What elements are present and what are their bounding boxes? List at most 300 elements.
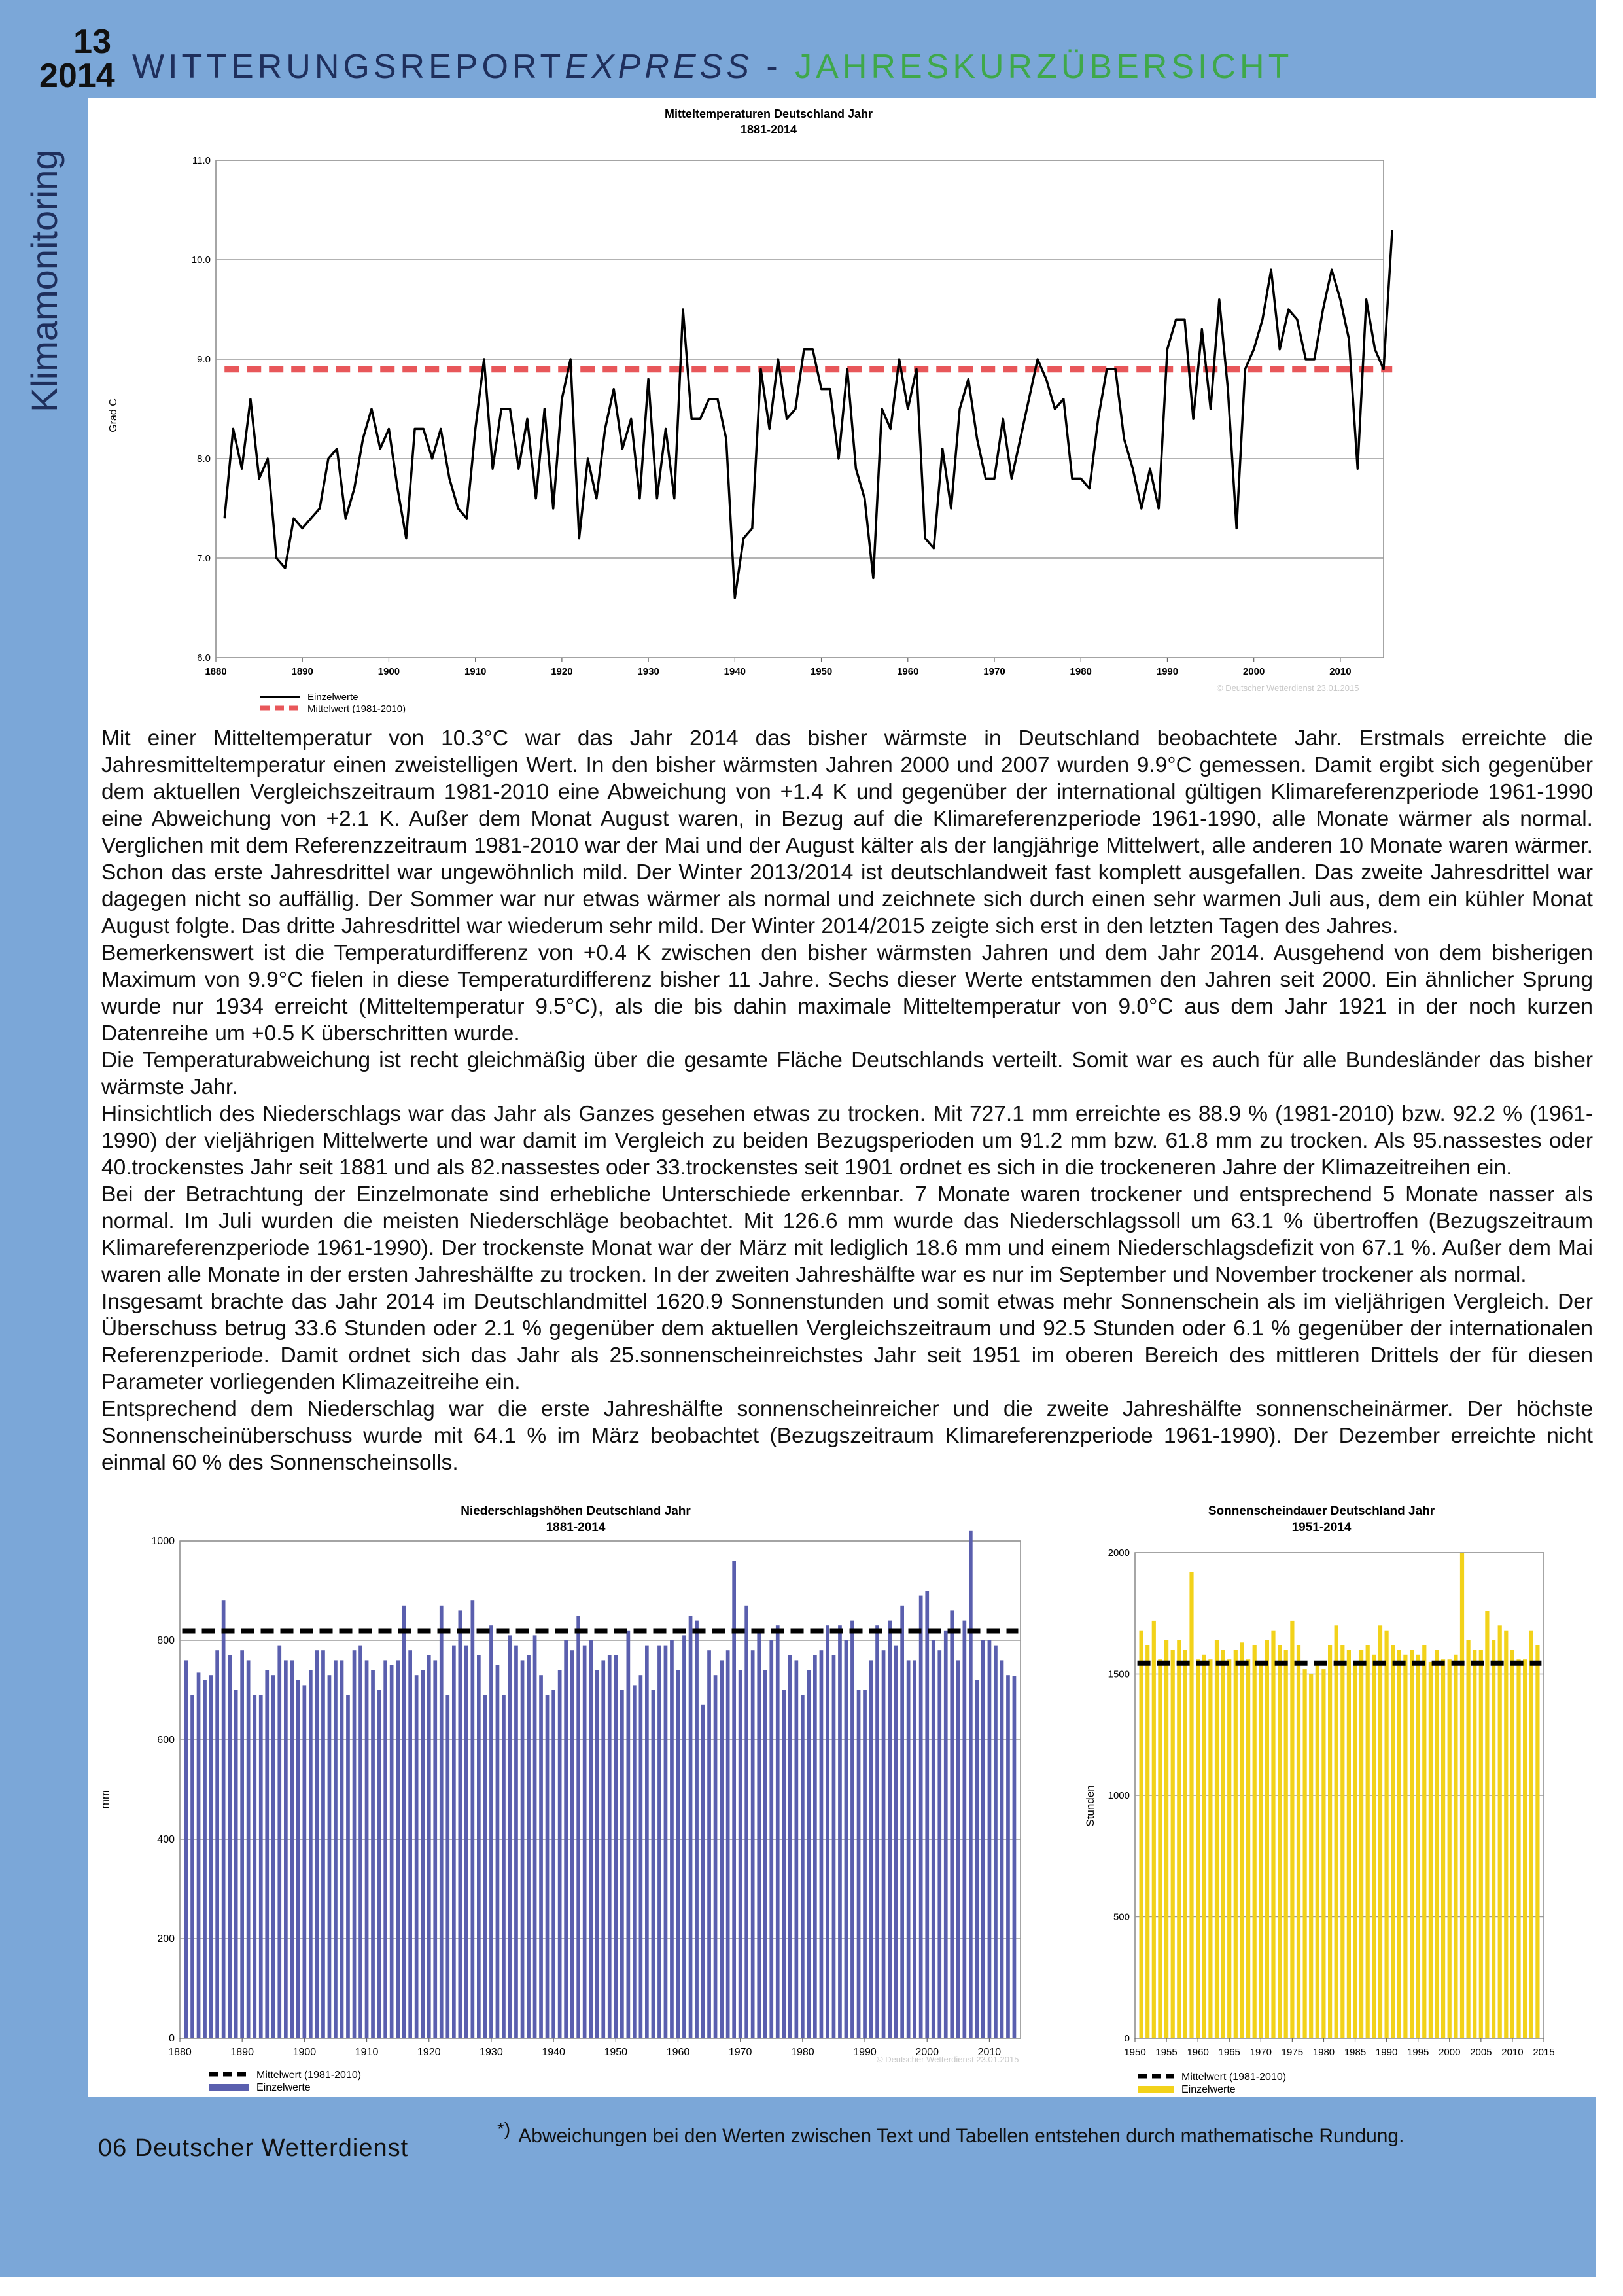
sun-bar bbox=[1253, 1645, 1257, 2038]
footer-publisher: 06 Deutscher Wetterdienst bbox=[98, 2134, 409, 2162]
sun-bar bbox=[1316, 1662, 1319, 2038]
sun-bar bbox=[1448, 1659, 1452, 2038]
precip-bar bbox=[919, 1596, 923, 2038]
sun-bar bbox=[1240, 1642, 1244, 2038]
precip-xtick-label: 1910 bbox=[355, 2047, 379, 2058]
precip-ytick-label: 600 bbox=[157, 1735, 175, 1746]
sun-bar bbox=[1473, 1650, 1476, 2038]
sun-bar bbox=[1460, 1553, 1464, 2038]
precip-ytick-label: 200 bbox=[157, 1934, 175, 1945]
title-separator: - bbox=[752, 48, 795, 86]
temp-chart-title-2: 1881-2014 bbox=[740, 123, 797, 136]
temp-watermark: © Deutscher Wetterdienst 23.01.2015 bbox=[1217, 683, 1359, 693]
precip-bar bbox=[396, 1660, 400, 2038]
precip-bar bbox=[769, 1640, 773, 2038]
sun-bar bbox=[1246, 1659, 1250, 2038]
sun-bar bbox=[1335, 1625, 1338, 2038]
temp-xtick-label: 1960 bbox=[897, 666, 919, 677]
sun-bar bbox=[1227, 1659, 1231, 2038]
sun-xtick-label: 1960 bbox=[1187, 2047, 1209, 2058]
precip-bar bbox=[720, 1660, 724, 2038]
precip-bar bbox=[788, 1655, 792, 2038]
sun-bar bbox=[1177, 1640, 1181, 2038]
sun-bar bbox=[1435, 1650, 1439, 2038]
precip-bar bbox=[315, 1650, 319, 2038]
sun-bar bbox=[1378, 1625, 1382, 2038]
temp-xtick-label: 1880 bbox=[205, 666, 227, 677]
precip-bar bbox=[850, 1621, 854, 2038]
precip-bar bbox=[652, 1690, 655, 2038]
temp-chart-title-1: Mitteltemperaturen Deutschland Jahr bbox=[664, 107, 873, 120]
sun-bar bbox=[1234, 1650, 1238, 2038]
sun-bar bbox=[1353, 1662, 1357, 2038]
sun-bar bbox=[1321, 1669, 1325, 2038]
precip-bar bbox=[1006, 1675, 1010, 2038]
precip-bar bbox=[402, 1606, 406, 2038]
precip-bar bbox=[445, 1695, 449, 2038]
sun-bar bbox=[1523, 1659, 1527, 2038]
precip-bar bbox=[882, 1650, 886, 2038]
precip-bar bbox=[633, 1685, 637, 2038]
sun-bar bbox=[1385, 1631, 1389, 2038]
sun-bar bbox=[1328, 1645, 1332, 2038]
title-express: EXPRESS bbox=[565, 48, 753, 86]
precip-xtick-label: 1940 bbox=[542, 2047, 565, 2058]
precip-bar bbox=[695, 1621, 699, 2038]
precip-bar bbox=[190, 1695, 194, 2038]
precip-bar bbox=[714, 1675, 718, 2038]
temp-ytick-label: 7.0 bbox=[197, 553, 211, 564]
precip-bar bbox=[950, 1610, 954, 2038]
sun-chart-title-2: 1951-2014 bbox=[1291, 1521, 1352, 1534]
precip-bar bbox=[751, 1650, 755, 2038]
precip-bar bbox=[1000, 1660, 1004, 2038]
sun-ytick-label: 2000 bbox=[1108, 1547, 1130, 1559]
sun-xtick-label: 1980 bbox=[1312, 2047, 1335, 2058]
sun-bar bbox=[1145, 1645, 1149, 2038]
precip-bar bbox=[988, 1640, 992, 2038]
precip-bar bbox=[583, 1646, 587, 2038]
precip-bar bbox=[645, 1646, 649, 2038]
precip-bar bbox=[564, 1640, 568, 2038]
paragraph-sunshine-months: Entsprechend dem Niederschlag war die erste Jahreshälfte sonnenscheinreicher und die zweite Jahreshälfte sonnenscheinärmer. Der höchste Sonnenscheinüberschuss wurde mit 64.1 % im März beobachtet (Bezugszeitraum Klimareferenzperiode 1961-1990). Der Dezember erreichte nicht einmal 60 % des Sonnenscheinsolls. bbox=[101, 1397, 1593, 1475]
sun-bar bbox=[1422, 1645, 1426, 2038]
sun-bar bbox=[1403, 1655, 1407, 2038]
sun-xtick-label: 2000 bbox=[1439, 2047, 1461, 2058]
precip-bar bbox=[620, 1690, 624, 2038]
precip-watermark: © Deutscher Wetterdienst 23.01.2015 bbox=[877, 2055, 1019, 2064]
precip-bar bbox=[340, 1660, 344, 2038]
precip-bar bbox=[807, 1670, 811, 2038]
temperature-chart bbox=[92, 105, 1413, 713]
sun-bar bbox=[1183, 1650, 1187, 2038]
sun-ytick-label: 500 bbox=[1113, 1911, 1130, 1923]
precip-bar bbox=[782, 1690, 786, 2038]
precip-bar bbox=[377, 1690, 381, 2038]
sun-legend bbox=[1138, 2072, 1286, 2095]
precip-bar bbox=[601, 1660, 605, 2038]
sun-bar bbox=[1359, 1650, 1363, 2038]
paragraph-precipitation-months: Bei der Betrachtung der Einzelmonate sind erhebliche Unterschiede erkennbar. 7 Monate waren trockener und entsprechend 5 Monate nasser als normal. Im Juli wurden die meisten Niederschläge beobachtet. Mit 126.6 mm wurde das Niederschlagssoll um 63.1 % übertroffen (Bezugszeitraum Klimareferenzperiode 1961-1990). Der trockenste Monat war der März mit lediglich 18.6 mm und einem Niederschlagsdefizit von 67.1 %. Außer dem Mai waren alle Monate in der ersten Jahreshälfte zu trocken. In der zweiten Jahreshälfte war es nur im September und November trockener als normal. bbox=[101, 1182, 1593, 1287]
precip-bar bbox=[888, 1621, 892, 2038]
temp-legend bbox=[260, 692, 406, 713]
precip-ytick-label: 800 bbox=[157, 1635, 175, 1646]
sun-bar bbox=[1297, 1645, 1300, 2038]
temp-xtick-label: 1890 bbox=[291, 666, 313, 677]
precip-bar bbox=[383, 1660, 387, 2038]
precip-bar bbox=[328, 1675, 332, 2038]
sun-xtick-label: 1985 bbox=[1344, 2047, 1367, 2058]
precip-bar bbox=[296, 1680, 300, 2038]
temp-chart-ylabel: Grad C bbox=[108, 398, 119, 433]
precip-bar bbox=[820, 1650, 824, 2038]
precip-bar bbox=[664, 1646, 668, 2038]
precip-bar bbox=[321, 1650, 325, 2038]
sun-bar bbox=[1152, 1621, 1156, 2038]
precip-bar bbox=[639, 1675, 643, 2038]
precip-bar bbox=[277, 1646, 281, 2038]
sun-bar bbox=[1140, 1631, 1143, 2038]
sun-bar bbox=[1397, 1650, 1401, 2038]
sun-bar bbox=[1265, 1640, 1269, 2038]
sun-bar bbox=[1189, 1572, 1193, 2038]
precip-bar bbox=[608, 1655, 612, 2038]
precip-bar bbox=[334, 1660, 338, 2038]
sun-xtick-label: 1990 bbox=[1375, 2047, 1398, 2058]
precip-bar bbox=[763, 1670, 767, 2038]
temp-xtick-label: 1940 bbox=[724, 666, 746, 677]
precip-bar bbox=[776, 1625, 780, 2038]
sun-bar bbox=[1429, 1662, 1433, 2038]
sun-bar bbox=[1208, 1659, 1212, 2038]
precip-bar bbox=[222, 1600, 226, 2038]
precip-bar bbox=[614, 1655, 618, 2038]
sun-bar bbox=[1510, 1650, 1514, 2038]
precip-bar bbox=[937, 1650, 941, 2038]
precip-bar bbox=[981, 1640, 985, 2038]
temp-xtick-label: 1970 bbox=[983, 666, 1005, 677]
precip-bar bbox=[913, 1660, 916, 2038]
sun-bar bbox=[1535, 1645, 1539, 2038]
precip-xtick-label: 1890 bbox=[230, 2047, 254, 2058]
precip-bar bbox=[595, 1670, 599, 2038]
temp-legend-series-label: Einzelwerte bbox=[307, 692, 358, 703]
precip-bar bbox=[440, 1606, 444, 2038]
precip-xtick-label: 2010 bbox=[977, 2047, 1002, 2058]
precip-bar bbox=[489, 1625, 493, 2038]
sun-bar bbox=[1202, 1655, 1206, 2038]
precip-bar bbox=[253, 1695, 256, 2038]
precip-bar bbox=[228, 1655, 232, 2038]
sun-bar bbox=[1498, 1625, 1502, 2038]
footnote bbox=[497, 2119, 1404, 2147]
precip-xtick-label: 1950 bbox=[604, 2047, 628, 2058]
sun-bar bbox=[1309, 1674, 1313, 2039]
temp-series-line bbox=[224, 230, 1392, 597]
body-text bbox=[101, 725, 1593, 1476]
precip-bar bbox=[477, 1655, 481, 2038]
precip-bar bbox=[502, 1695, 506, 2038]
sun-legend-series-label: Einzelwerte bbox=[1181, 2084, 1236, 2095]
temp-xtick-label: 1980 bbox=[1070, 666, 1092, 677]
sun-bar bbox=[1284, 1650, 1288, 2038]
precip-bar bbox=[932, 1640, 935, 2038]
sun-bar bbox=[1259, 1662, 1263, 2038]
precip-xtick-label: 1920 bbox=[417, 2047, 441, 2058]
precip-bar bbox=[408, 1650, 412, 2038]
precip-bar bbox=[371, 1670, 375, 2038]
precip-bar bbox=[464, 1646, 468, 2038]
precip-bar bbox=[838, 1625, 842, 2038]
sun-bar bbox=[1372, 1655, 1376, 2038]
precip-bar bbox=[234, 1690, 238, 2038]
sun-xtick-label: 1950 bbox=[1124, 2047, 1146, 2058]
sun-xtick-label: 1970 bbox=[1249, 2047, 1272, 2058]
precip-bar bbox=[570, 1650, 574, 2038]
precip-bar bbox=[832, 1655, 836, 2038]
sun-bar bbox=[1391, 1645, 1395, 2038]
precip-bar bbox=[209, 1675, 213, 2038]
precip-bar bbox=[309, 1670, 313, 2038]
sun-ytick-label: 0 bbox=[1124, 2033, 1130, 2044]
sun-xtick-label: 1965 bbox=[1218, 2047, 1240, 2058]
precip-bar bbox=[415, 1675, 419, 2038]
precip-bar bbox=[1013, 1676, 1017, 2038]
temp-ytick-label: 10.0 bbox=[191, 255, 211, 266]
precip-bar bbox=[900, 1606, 904, 2038]
precip-bar bbox=[795, 1660, 799, 2038]
sun-bar bbox=[1516, 1659, 1520, 2038]
sun-bar bbox=[1303, 1669, 1307, 2038]
precip-bar bbox=[527, 1655, 531, 2038]
precip-bar bbox=[483, 1695, 487, 2038]
paragraph-temperature-difference: Bemerkenswert ist die Temperaturdifferenz von +0.4 K zwischen den bisher wärmsten Jahren und dem Jahr 2014. Ausgehend von dem bisherigen Maximum von 9.9°C fielen in diese Temperaturdifferenz bisher 11 Jahre. Sechs dieser Werte entstammen den Jahren seit 2000. Ein ähnlicher Sprung wurde nur 1934 erreicht (Mitteltemperatur 9.5°C), als die bis dahin maximale Mitteltemperatur von 9.0°C aus dem Jahr 1921 in der noch kurzen Datenreihe um +0.5 K überschritten wurde. bbox=[101, 941, 1593, 1046]
sun-bar bbox=[1410, 1650, 1414, 2038]
precip-bar bbox=[358, 1646, 362, 2038]
sun-xtick-label: 1975 bbox=[1281, 2047, 1304, 2058]
title-main: WITTERUNGSREPORT bbox=[132, 48, 565, 86]
sun-bar bbox=[1529, 1631, 1533, 2038]
sun-bar bbox=[1416, 1655, 1420, 2038]
precip-bar bbox=[944, 1631, 948, 2038]
precip-bar bbox=[689, 1616, 693, 2038]
precip-xtick-label: 2000 bbox=[915, 2047, 939, 2058]
precip-bar bbox=[197, 1672, 201, 2038]
precip-xtick-label: 1990 bbox=[853, 2047, 877, 2058]
page-year: 2014 bbox=[39, 57, 115, 95]
precip-chart-title-1: Niederschlagshöhen Deutschland Jahr bbox=[461, 1504, 691, 1518]
precip-chart-title-2: 1881-2014 bbox=[546, 1521, 606, 1534]
precip-bar bbox=[514, 1646, 518, 2038]
precip-xtick-label: 1970 bbox=[728, 2047, 752, 2058]
precip-bar bbox=[994, 1646, 998, 2038]
precip-bar bbox=[657, 1646, 661, 2038]
sun-bar bbox=[1290, 1621, 1294, 2038]
sun-bar bbox=[1485, 1611, 1489, 2038]
paragraph-sunshine: Insgesamt brachte das Jahr 2014 im Deutschlandmittel 1620.9 Sonnenstunden und somit etwas mehr Sonnenschein als im vieljährigen Vergleich. Der Überschuss betrug 33.6 Stunden oder 2.1 % gegenüber dem aktuellen Vergleichszeitraum und 92.5 Stunden oder 6.1 % gegenüber der internationalen Referenzperiode. Damit ordnet sich das Jahr als 25.sonnenscheinreichstes Jahr seit 1951 im oberen Bereich des mittleren Drittels der für diesen Parameter vorliegenden Klimazeitreihe ein. bbox=[101, 1290, 1593, 1394]
precip-bar bbox=[247, 1660, 251, 2038]
sun-bar bbox=[1271, 1631, 1275, 2038]
precip-bar bbox=[845, 1640, 848, 2038]
sun-bar bbox=[1196, 1659, 1200, 2038]
precip-legend-series-swatch bbox=[209, 2084, 249, 2091]
precip-bar bbox=[757, 1631, 761, 2038]
precip-bar bbox=[707, 1650, 711, 2038]
precip-bar bbox=[353, 1650, 357, 2038]
precip-bar bbox=[346, 1695, 350, 2038]
precip-bar bbox=[215, 1650, 219, 2038]
precip-xtick-label: 1960 bbox=[666, 2047, 690, 2058]
sun-ytick-label: 1000 bbox=[1108, 1790, 1130, 1801]
precip-bar bbox=[744, 1606, 748, 2038]
temp-xtick-label: 2010 bbox=[1329, 666, 1352, 677]
temp-xtick-label: 1910 bbox=[464, 666, 487, 677]
precip-bar bbox=[452, 1646, 456, 2038]
temp-plot-frame bbox=[216, 160, 1384, 658]
precip-bar bbox=[271, 1675, 275, 2038]
precipitation-chart bbox=[92, 1498, 1047, 2107]
precip-ytick-label: 400 bbox=[157, 1834, 175, 1845]
paragraph-temperature: Mit einer Mitteltemperatur von 10.3°C war das Jahr 2014 das bisher wärmste in Deutschland beobachtete Jahr. Erstmals erreichte die Jahresmitteltemperatur einen zweistelligen Wert. In den bisher wärmsten Jahren 2000 und 2007 wurden 9.9°C gemessen. Damit ergibt sich gegenüber dem aktuellen Vergleichszeitraum 1981-2010 eine Abweichung von +1.4 K und gegenüber der international gültigen Klimareferenzperiode 1961-1990 eine Abweichung von +2.1 K. Außer dem Monat August waren, in Bezug auf die Klimareferenzperiode 1961-1990, alle Monate wärmer als normal. Verglichen mit dem Referenzzeitraum 1981-2010 war der Mai und der August kälter als der langjährige Mittelwert, alle anderen 10 Monate waren wärmer. Schon das erste Jahresdrittel war ungewöhnlich mild. Der Winter 2013/2014 ist deutschlandweit fast komplett ausgefallen. Das zweite Jahresdrittel war dagegen nicht so auffällig. Der Sommer war nur etwas wärmer als normal und zeichnete sich durch einen sehr warmen Juli aus, dem ein kühler Monat August folgte. Das dritte Jahresdrittel war wiederum sehr mild. Der Winter 2014/2015 zeigte sich erst in den letzten Tagen des Jahres. bbox=[101, 726, 1593, 938]
temp-xtick-label: 1930 bbox=[637, 666, 659, 677]
precip-bar bbox=[875, 1625, 879, 2038]
precip-xtick-label: 1930 bbox=[480, 2047, 503, 2058]
precip-ytick-label: 0 bbox=[169, 2033, 175, 2044]
precip-bar bbox=[956, 1660, 960, 2038]
precip-bar bbox=[551, 1690, 555, 2038]
footnote-text: Abweichungen bei den Werten zwischen Text und Tabellen entstehen durch mathematische Rundung. bbox=[518, 2125, 1405, 2147]
precip-bar bbox=[508, 1635, 512, 2038]
page-number: 13 bbox=[73, 23, 111, 61]
precip-bar bbox=[521, 1660, 525, 2038]
precip-bar bbox=[682, 1635, 686, 2038]
precip-bar bbox=[701, 1705, 705, 2038]
precip-xtick-label: 1900 bbox=[292, 2047, 317, 2058]
sun-bar bbox=[1441, 1659, 1445, 2038]
temp-xtick-label: 2000 bbox=[1242, 666, 1265, 677]
precip-legend-series-label: Einzelwerte bbox=[256, 2082, 311, 2093]
sun-chart-ylabel: Stunden bbox=[1084, 1785, 1096, 1827]
temp-xtick-label: 1900 bbox=[377, 666, 400, 677]
precip-bar bbox=[869, 1660, 873, 2038]
sun-bar bbox=[1492, 1640, 1495, 2038]
sun-bar bbox=[1340, 1645, 1344, 2038]
temp-xtick-label: 1920 bbox=[551, 666, 573, 677]
precip-bar bbox=[265, 1670, 269, 2038]
precip-bar bbox=[184, 1660, 188, 2038]
precip-bar bbox=[546, 1695, 550, 2038]
precip-bar bbox=[739, 1670, 742, 2038]
precip-ytick-label: 1000 bbox=[151, 1536, 175, 1547]
temp-ytick-label: 9.0 bbox=[197, 354, 211, 365]
temp-legend-mean-label: Mittelwert (1981-2010) bbox=[307, 703, 406, 713]
sun-xtick-label: 1955 bbox=[1155, 2047, 1178, 2058]
precip-bar bbox=[240, 1650, 244, 2038]
sun-bar bbox=[1366, 1645, 1370, 2038]
sun-bar bbox=[1347, 1650, 1351, 2038]
sun-bar bbox=[1278, 1645, 1282, 2038]
precip-bar bbox=[259, 1695, 263, 2038]
precip-bar bbox=[589, 1640, 593, 2038]
precip-bar bbox=[365, 1660, 369, 2038]
sun-chart-title-1: Sonnenscheindauer Deutschland Jahr bbox=[1208, 1504, 1435, 1518]
precip-bar bbox=[963, 1621, 967, 2038]
paragraph-temperature-distribution: Die Temperaturabweichung ist recht gleichmäßig über die gesamte Fläche Deutschlands verteilt. Somit war es auch für alle Bundesländer das bisher wärmste Jahr. bbox=[101, 1048, 1593, 1099]
sun-bar bbox=[1171, 1650, 1175, 2038]
precip-bar bbox=[427, 1655, 431, 2038]
precip-bar bbox=[907, 1660, 911, 2038]
precip-xtick-label: 1980 bbox=[791, 2047, 814, 2058]
page-title bbox=[132, 47, 1293, 86]
sun-legend-mean-label: Mittelwert (1981-2010) bbox=[1181, 2072, 1287, 2083]
sun-bar bbox=[1215, 1640, 1219, 2038]
temp-ytick-label: 11.0 bbox=[192, 155, 211, 166]
precip-bar bbox=[533, 1635, 537, 2038]
sun-xtick-label: 2015 bbox=[1533, 2047, 1555, 2058]
sun-bar bbox=[1221, 1650, 1225, 2038]
precip-bar bbox=[290, 1660, 294, 2038]
precip-bar bbox=[969, 1531, 973, 2038]
page-number-block bbox=[39, 23, 115, 95]
sidebar-label: Klimamonitoring bbox=[24, 149, 65, 412]
paragraph-precipitation: Hinsichtlich des Niederschlags war das Jahr als Ganzes gesehen etwas zu trocken. Mit 727.1 mm erreichte es 88.9 % (1981-2010) bzw. 92.2 % (1961-1990) der vieljährigen Mittelwerte und war damit im Vergleich zu beiden Bezugsperioden um 91.2 mm bzw. 61.8 mm zu trocken. Als 95.nassestes oder 40.trockenstes Jahr seit 1881 und als 82.nassestes oder 33.trockenstes seit 1901 ordnet es sich in die trockeneren Jahre der Klimazeitreihen ein. bbox=[101, 1102, 1593, 1180]
precip-bar bbox=[857, 1690, 861, 2038]
sun-xtick-label: 1995 bbox=[1407, 2047, 1429, 2058]
precip-bar bbox=[863, 1690, 867, 2038]
temp-xtick-label: 1950 bbox=[810, 666, 833, 677]
precip-bar bbox=[627, 1631, 631, 2038]
sun-legend-series-swatch bbox=[1138, 2086, 1174, 2093]
precip-legend-mean-label: Mittelwert (1981-2010) bbox=[256, 2070, 362, 2081]
sun-bar bbox=[1504, 1631, 1508, 2038]
title-sub: JAHRESKURZÜBERSICHT bbox=[795, 48, 1293, 86]
sun-bar bbox=[1164, 1640, 1168, 2038]
precip-bar bbox=[813, 1655, 817, 2038]
precip-bar bbox=[726, 1650, 730, 2038]
temp-ytick-label: 8.0 bbox=[197, 453, 211, 465]
precip-chart-ylabel: mm bbox=[99, 1790, 111, 1809]
sun-bar bbox=[1467, 1640, 1471, 2038]
precip-bar bbox=[826, 1625, 829, 2038]
precip-bar bbox=[471, 1600, 475, 2038]
sun-ytick-label: 1500 bbox=[1108, 1669, 1130, 1680]
sun-bar bbox=[1158, 1659, 1162, 2038]
precip-bar bbox=[576, 1616, 580, 2038]
temp-xtick-label: 1990 bbox=[1156, 666, 1179, 677]
precip-bar bbox=[539, 1675, 543, 2038]
sunshine-chart bbox=[1073, 1498, 1557, 2107]
precip-bar bbox=[203, 1680, 207, 2038]
precip-bar bbox=[894, 1646, 898, 2038]
precip-bar bbox=[496, 1665, 500, 2038]
precip-bar bbox=[303, 1685, 307, 2038]
precip-bar bbox=[670, 1640, 674, 2038]
precip-bar bbox=[676, 1670, 680, 2038]
precip-bar bbox=[925, 1591, 929, 2038]
precip-bar bbox=[801, 1695, 805, 2038]
precip-bar bbox=[421, 1670, 425, 2038]
precip-bar bbox=[975, 1680, 979, 2038]
sun-xtick-label: 2010 bbox=[1501, 2047, 1524, 2058]
precip-legend bbox=[209, 2070, 361, 2093]
precip-bar bbox=[390, 1665, 394, 2038]
footnote-mark: *) bbox=[497, 2119, 511, 2139]
precip-bar bbox=[459, 1610, 462, 2038]
sun-bar bbox=[1454, 1655, 1457, 2038]
precip-bar bbox=[433, 1660, 437, 2038]
temp-ytick-label: 6.0 bbox=[197, 652, 211, 663]
precip-xtick-label: 1880 bbox=[168, 2047, 192, 2058]
